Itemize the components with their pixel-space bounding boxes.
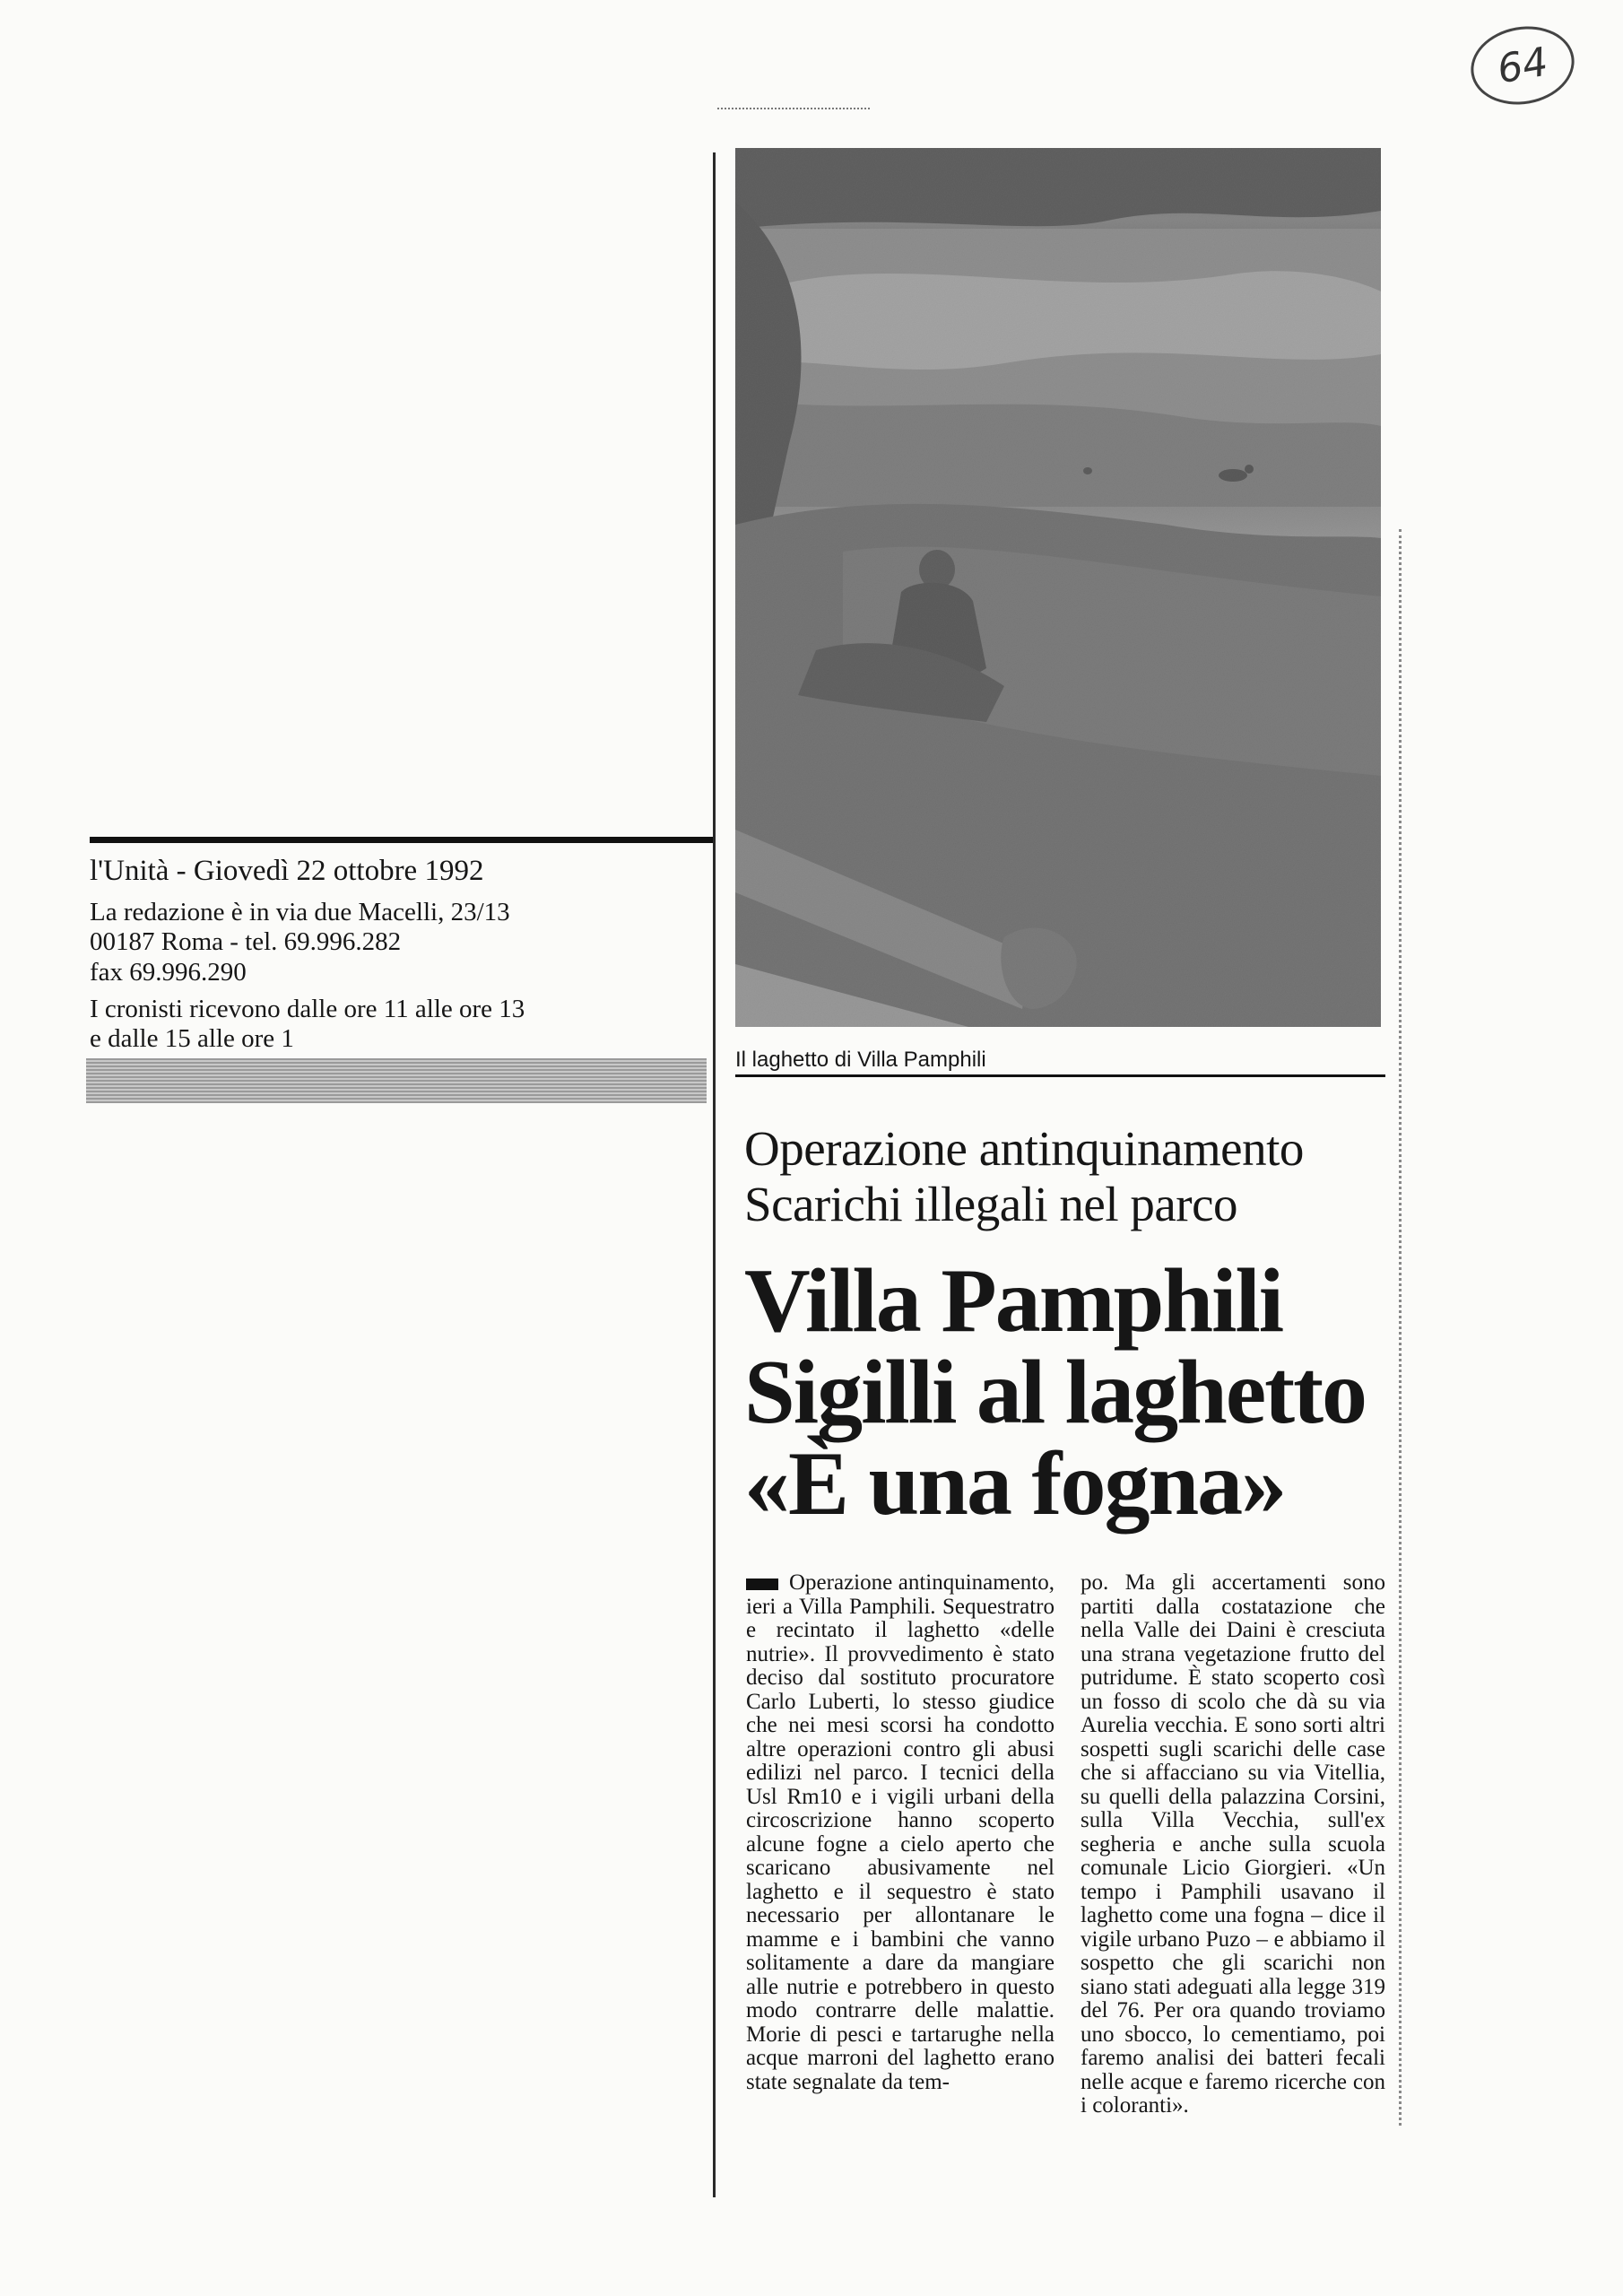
info-box-rule xyxy=(90,837,714,843)
body-text: Operazione antinquinamento, ieri a Villa Pamphili. Sequestratro e recintato il laghetto «delle nutrie». Il provvedimento è stato deciso dal sostituto procuratore Carlo Luberti, lo stesso giudice che nei mesi scorsi ha condotto altre operazioni contro gli abusi edilizi nel parco. I tecnici della Usl Rm10 e i vigili urbani della circoscrizione hanno scoperto alcune fogne a cielo aperto che scaricano abusivamente nel laghetto e il sequestro è stato necessario per allontanare le mamme e i bambini che vanno solitamente a dare da mangiare alle nutrie e potrebbero in questo modo contrarre delle malattie. Morie di pesci e tartarughe nella acque marroni del laghetto erano state segnalate da tem- xyxy=(746,1570,1055,2094)
body-text: po. Ma gli accertamenti sono partiti dalla costatazione che nella Valle dei Daini è cresciuta una strana vegetazione frutto del putridume. È stato scoperto così un fosso di scolo che dà su via Aurelia vecchia. E sono sorti altri sospetti sugli scarichi delle case che si affacciano su via Vitellia, su quelli della palazzina Corsini, sulla Villa Vecchia, sull'ex segheria e anche sulla scuola comunale Licio Giorgieri. «Un tempo i Pamphili usavano il laghetto come una fogna – dice il vigile urbano Puzo – e abbiamo il sospetto che gli scarichi non siano stati adeguati alla legge 319 del 76. Per ora quando troviamo uno sbocco, lo cementiamo, poi faremo analisi dei batteri fecali nelle acque e faremo ricerche con i coloranti». xyxy=(1081,1570,1385,2118)
address-line: 00187 Roma - tel. 69.996.282 xyxy=(90,927,402,957)
kicker-line: Scarichi illegali nel parco xyxy=(744,1177,1238,1232)
archive-number: 64 xyxy=(1493,39,1552,92)
info-box-shaded-band xyxy=(86,1058,707,1103)
newspaper-dateline: l'Unità - Giovedì 22 ottobre 1992 xyxy=(90,855,484,887)
caption-rule xyxy=(735,1074,1385,1077)
archive-number-stamp xyxy=(1464,19,1580,113)
photo-caption: Il laghetto di Villa Pamphili xyxy=(735,1048,986,1072)
column-dotted-rule xyxy=(1399,529,1402,2126)
article-headline xyxy=(744,1250,1399,1535)
headline-line: «È una fogna» xyxy=(744,1433,1286,1535)
lake-photo-illustration xyxy=(735,148,1381,1027)
article-kicker xyxy=(744,1121,1390,1232)
kicker-line: Operazione antinquinamento xyxy=(744,1121,1304,1176)
newspaper-info-box xyxy=(90,855,717,1055)
headline-line: Sigilli al laghetto xyxy=(744,1342,1367,1443)
hours-line: I cronisti ricevono dalle ore 11 alle ore 13 xyxy=(90,994,525,1023)
hours-line: e dalle 15 alle ore 1 xyxy=(90,1024,294,1054)
headline-line: Villa Pamphili xyxy=(744,1250,1283,1352)
lead-square-icon xyxy=(746,1578,778,1590)
top-dotted-line xyxy=(717,108,870,109)
column-rule xyxy=(713,152,716,2197)
article-body-column-1 xyxy=(746,1571,1055,2094)
address-line: La redazione è in via due Macelli, 23/13 xyxy=(90,897,510,926)
article-body-column-2 xyxy=(1081,1571,1385,2118)
fax-line: fax 69.996.290 xyxy=(90,957,247,987)
lake-photo xyxy=(735,148,1381,1027)
